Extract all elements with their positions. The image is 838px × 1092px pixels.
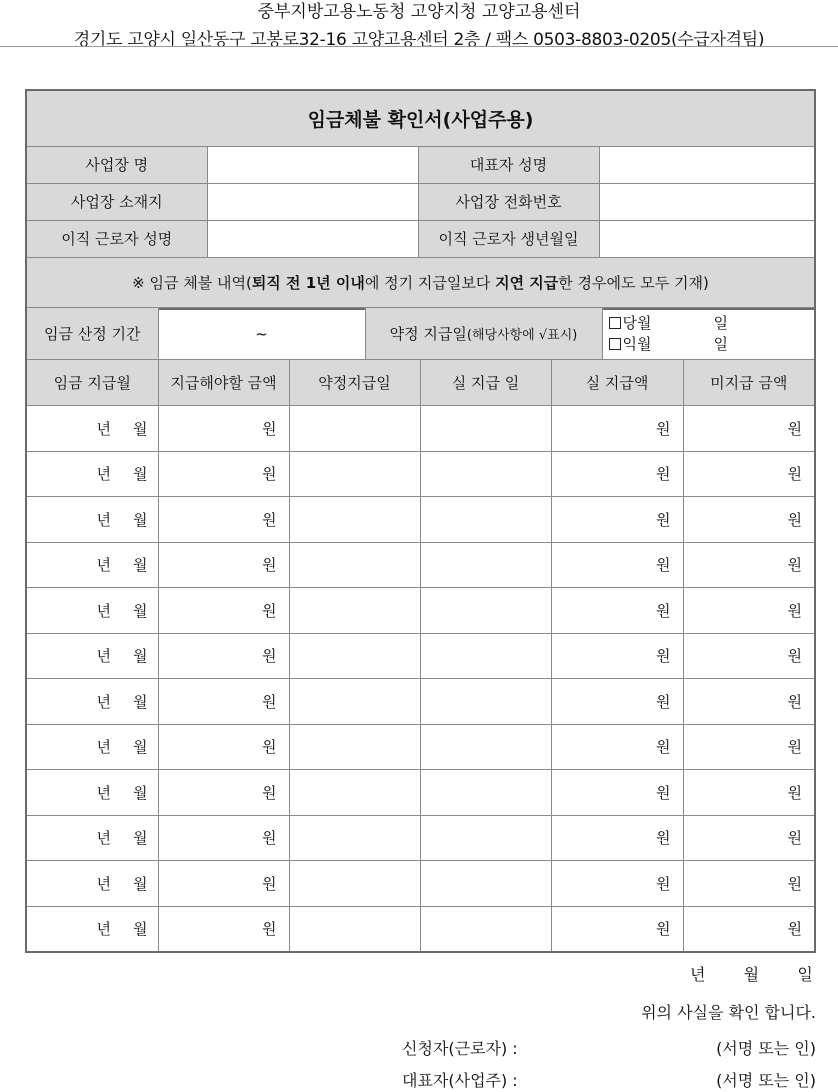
month-unit: 월 xyxy=(133,874,148,893)
business-address-label: 사업장 소재지 xyxy=(26,183,207,220)
amount-due-cell[interactable] xyxy=(158,542,289,588)
table-row xyxy=(26,451,815,497)
column-header: 실 지급 일 xyxy=(420,360,551,406)
year-unit: 년 xyxy=(96,465,111,484)
amount-due-cell[interactable] xyxy=(158,906,289,952)
year-unit: 년 xyxy=(96,738,111,757)
unpaid-amount-cell[interactable] xyxy=(683,588,815,634)
won-unit: 원 xyxy=(262,419,277,438)
month-unit: 월 xyxy=(133,419,148,438)
actual-paid-cell[interactable] xyxy=(551,588,683,634)
year-unit: 년 xyxy=(96,783,111,802)
footer-day: 일 xyxy=(797,965,813,984)
agreed-payday-cell[interactable] xyxy=(289,497,420,543)
table-row xyxy=(26,497,815,543)
actual-payday-cell[interactable] xyxy=(420,633,551,679)
won-unit: 원 xyxy=(656,692,671,711)
unpaid-amount-cell[interactable] xyxy=(683,679,815,725)
notice-text-2: 에 정기 지급일보다 xyxy=(364,274,496,293)
pay-month-cell[interactable] xyxy=(26,588,158,634)
amount-due-cell[interactable] xyxy=(158,679,289,725)
year-unit: 년 xyxy=(96,647,111,666)
actual-paid-cell[interactable] xyxy=(551,679,683,725)
won-unit: 원 xyxy=(787,874,802,893)
year-unit: 년 xyxy=(96,920,111,938)
table-row xyxy=(26,861,815,907)
year-unit: 년 xyxy=(96,510,111,529)
actual-payday-cell[interactable] xyxy=(420,497,551,543)
won-unit: 원 xyxy=(656,465,671,484)
year-unit: 년 xyxy=(96,692,111,711)
applicant-signature[interactable]: (서명 또는 인) xyxy=(716,1039,816,1058)
payday-hint: (해당사항에 √표시) xyxy=(466,328,578,343)
month-unit: 월 xyxy=(133,738,148,757)
month-unit: 월 xyxy=(133,601,148,620)
worker-birth-field[interactable] xyxy=(599,220,815,257)
pay-month-cell[interactable] xyxy=(26,724,158,770)
payday-option-suffix: 일 xyxy=(713,313,728,332)
amount-due-cell[interactable] xyxy=(158,633,289,679)
footer-year: 년 xyxy=(690,965,706,984)
table-row xyxy=(26,588,815,634)
won-unit: 원 xyxy=(656,829,671,848)
period-table xyxy=(25,307,816,360)
payday-label: 약정 지급일 xyxy=(389,325,467,343)
amount-due-cell[interactable] xyxy=(158,588,289,634)
unpaid-amount-cell[interactable] xyxy=(683,633,815,679)
column-header: 지급해야할 금액 xyxy=(158,360,289,406)
agreed-payday-cell[interactable] xyxy=(289,861,420,907)
actual-paid-cell[interactable] xyxy=(551,451,683,497)
actual-payday-cell[interactable] xyxy=(420,770,551,816)
won-unit: 원 xyxy=(787,783,802,802)
won-unit: 원 xyxy=(787,556,802,575)
pay-month-cell[interactable] xyxy=(26,906,158,952)
actual-paid-cell[interactable] xyxy=(551,861,683,907)
agreed-payday-cell[interactable] xyxy=(289,633,420,679)
notice-text-3: 한 경우에도 모두 기재) xyxy=(558,274,709,293)
payday-option-current-month[interactable] xyxy=(609,313,815,334)
footer-date xyxy=(690,962,813,985)
worker-name-field[interactable] xyxy=(207,220,418,257)
pay-month-cell[interactable] xyxy=(26,679,158,725)
pay-month-cell[interactable] xyxy=(26,861,158,907)
period-separator: ~ xyxy=(255,324,268,343)
representative-name-field[interactable] xyxy=(599,146,815,183)
header-divider xyxy=(0,46,838,47)
wage-table xyxy=(25,359,816,953)
column-header: 약정지급일 xyxy=(289,360,420,406)
business-name-label: 사업장 명 xyxy=(26,146,207,183)
month-unit: 월 xyxy=(133,510,148,529)
payday-option-label: 당월 xyxy=(622,313,652,332)
unpaid-amount-cell[interactable] xyxy=(683,406,815,452)
month-unit: 월 xyxy=(133,465,148,484)
won-unit: 원 xyxy=(262,556,277,575)
amount-due-cell[interactable] xyxy=(158,497,289,543)
pay-month-cell[interactable] xyxy=(26,770,158,816)
amount-due-cell[interactable] xyxy=(158,724,289,770)
table-row xyxy=(26,406,815,452)
month-unit: 월 xyxy=(133,556,148,575)
month-unit: 월 xyxy=(133,829,148,848)
payday-option-suffix: 일 xyxy=(713,334,728,353)
won-unit: 원 xyxy=(656,874,671,893)
actual-paid-cell[interactable] xyxy=(551,406,683,452)
representative-name-label: 대표자 성명 xyxy=(418,146,599,183)
year-unit: 년 xyxy=(96,829,111,848)
unpaid-amount-cell[interactable] xyxy=(683,451,815,497)
agreed-payday-cell[interactable] xyxy=(289,906,420,952)
year-unit: 년 xyxy=(96,556,111,575)
won-unit: 원 xyxy=(656,647,671,666)
actual-payday-cell[interactable] xyxy=(420,679,551,725)
won-unit: 원 xyxy=(787,829,802,848)
unpaid-amount-cell[interactable] xyxy=(683,724,815,770)
checkbox-icon[interactable] xyxy=(609,338,621,350)
column-header: 실 지급액 xyxy=(551,360,683,406)
won-unit: 원 xyxy=(262,601,277,620)
actual-paid-cell[interactable] xyxy=(551,770,683,816)
agreed-payday-cell[interactable] xyxy=(289,588,420,634)
notice-bold-1: 퇴직 전 1년 이내 xyxy=(251,274,365,293)
notice-bold-2: 지연 지급 xyxy=(495,274,559,293)
info-table xyxy=(25,89,816,310)
office-name: 중부지방고용노동청 고양지청 고양고용센터 xyxy=(257,2,581,22)
payday-label-cell xyxy=(365,308,602,360)
office-address: 경기도 고양시 일산동구 고봉로32-16 고양고용센터 2층 / 팩스 0503-8803-0205(수급자격팀) xyxy=(73,30,765,50)
won-unit: 원 xyxy=(262,783,277,802)
amount-due-cell[interactable] xyxy=(158,770,289,816)
pay-month-cell[interactable] xyxy=(26,542,158,588)
agreed-payday-cell[interactable] xyxy=(289,451,420,497)
amount-due-cell[interactable] xyxy=(158,815,289,861)
won-unit: 원 xyxy=(656,556,671,575)
won-unit: 원 xyxy=(262,647,277,666)
won-unit: 원 xyxy=(787,419,802,438)
year-unit: 년 xyxy=(96,419,111,438)
pay-month-cell[interactable] xyxy=(26,451,158,497)
table-row xyxy=(26,815,815,861)
form-title: 임금체불 확인서(사업주용) xyxy=(26,90,815,146)
confirm-text: 위의 사실을 확인 합니다. xyxy=(641,1003,816,1022)
table-row xyxy=(26,770,815,816)
pay-month-cell[interactable] xyxy=(26,497,158,543)
period-label: 임금 산정 기간 xyxy=(26,308,158,360)
payday-options xyxy=(602,308,815,360)
won-unit: 원 xyxy=(262,465,277,484)
won-unit: 원 xyxy=(787,510,802,529)
unpaid-amount-cell[interactable] xyxy=(683,861,815,907)
agreed-payday-cell[interactable] xyxy=(289,542,420,588)
table-row xyxy=(26,906,815,952)
payday-option-next-month[interactable] xyxy=(609,334,815,355)
won-unit: 원 xyxy=(656,419,671,438)
won-unit: 원 xyxy=(656,738,671,757)
business-address-field[interactable] xyxy=(207,183,418,220)
won-unit: 원 xyxy=(787,601,802,620)
unpaid-amount-cell[interactable] xyxy=(683,906,815,952)
column-header: 임금 지급월 xyxy=(26,360,158,406)
won-unit: 원 xyxy=(787,465,802,484)
month-unit: 월 xyxy=(133,783,148,802)
notice-text-1: ※ 임금 체불 내역( xyxy=(132,274,252,293)
won-unit: 원 xyxy=(787,692,802,711)
actual-paid-cell[interactable] xyxy=(551,497,683,543)
month-unit: 월 xyxy=(133,692,148,711)
month-unit: 월 xyxy=(133,920,148,938)
arrears-notice xyxy=(26,257,815,309)
payday-option-label: 익월 xyxy=(622,334,652,353)
won-unit: 원 xyxy=(262,874,277,893)
business-phone-label: 사업장 전화번호 xyxy=(418,183,599,220)
won-unit: 원 xyxy=(787,920,802,938)
business-phone-field[interactable] xyxy=(599,183,815,220)
agreed-payday-cell[interactable] xyxy=(289,724,420,770)
table-row xyxy=(26,542,815,588)
agreed-payday-cell[interactable] xyxy=(289,679,420,725)
actual-paid-cell[interactable] xyxy=(551,815,683,861)
actual-payday-cell[interactable] xyxy=(420,542,551,588)
actual-payday-cell[interactable] xyxy=(420,451,551,497)
pay-month-cell[interactable] xyxy=(26,815,158,861)
year-unit: 년 xyxy=(96,874,111,893)
pay-month-cell[interactable] xyxy=(26,406,158,452)
table-row xyxy=(26,679,815,725)
month-unit: 월 xyxy=(133,647,148,666)
worker-name-label: 이직 근로자 성명 xyxy=(26,220,207,257)
won-unit: 원 xyxy=(262,920,277,938)
actual-paid-cell[interactable] xyxy=(551,906,683,952)
won-unit: 원 xyxy=(656,510,671,529)
footer-month: 월 xyxy=(743,965,760,984)
applicant-label: 신청자(근로자) : xyxy=(402,1039,518,1058)
actual-paid-cell[interactable] xyxy=(551,633,683,679)
won-unit: 원 xyxy=(656,920,671,938)
unpaid-amount-cell[interactable] xyxy=(683,815,815,861)
won-unit: 원 xyxy=(656,601,671,620)
won-unit: 원 xyxy=(262,738,277,757)
actual-payday-cell[interactable] xyxy=(420,815,551,861)
pay-month-cell[interactable] xyxy=(26,633,158,679)
actual-payday-cell[interactable] xyxy=(420,406,551,452)
representative-label: 대표자(사업주) : xyxy=(402,1071,518,1090)
amount-due-cell[interactable] xyxy=(158,451,289,497)
won-unit: 원 xyxy=(787,738,802,757)
agreed-payday-cell[interactable] xyxy=(289,815,420,861)
representative-signature[interactable]: (서명 또는 인) xyxy=(716,1071,816,1090)
actual-paid-cell[interactable] xyxy=(551,542,683,588)
table-row xyxy=(26,724,815,770)
unpaid-amount-cell[interactable] xyxy=(683,770,815,816)
period-field[interactable] xyxy=(158,308,365,360)
business-name-field[interactable] xyxy=(207,146,418,183)
year-unit: 년 xyxy=(96,601,111,620)
won-unit: 원 xyxy=(262,510,277,529)
unpaid-amount-cell[interactable] xyxy=(683,542,815,588)
won-unit: 원 xyxy=(262,692,277,711)
amount-due-cell[interactable] xyxy=(158,861,289,907)
table-row xyxy=(26,633,815,679)
column-header: 미지급 금액 xyxy=(683,360,815,406)
actual-payday-cell[interactable] xyxy=(420,906,551,952)
actual-paid-cell[interactable] xyxy=(551,724,683,770)
worker-birth-label: 이직 근로자 생년월일 xyxy=(418,220,599,257)
amount-due-cell[interactable] xyxy=(158,406,289,452)
actual-payday-cell[interactable] xyxy=(420,861,551,907)
agreed-payday-cell[interactable] xyxy=(289,406,420,452)
unpaid-amount-cell[interactable] xyxy=(683,497,815,543)
actual-payday-cell[interactable] xyxy=(420,588,551,634)
won-unit: 원 xyxy=(262,829,277,848)
agreed-payday-cell[interactable] xyxy=(289,770,420,816)
won-unit: 원 xyxy=(656,783,671,802)
won-unit: 원 xyxy=(787,647,802,666)
actual-payday-cell[interactable] xyxy=(420,724,551,770)
checkbox-icon[interactable] xyxy=(609,317,621,329)
